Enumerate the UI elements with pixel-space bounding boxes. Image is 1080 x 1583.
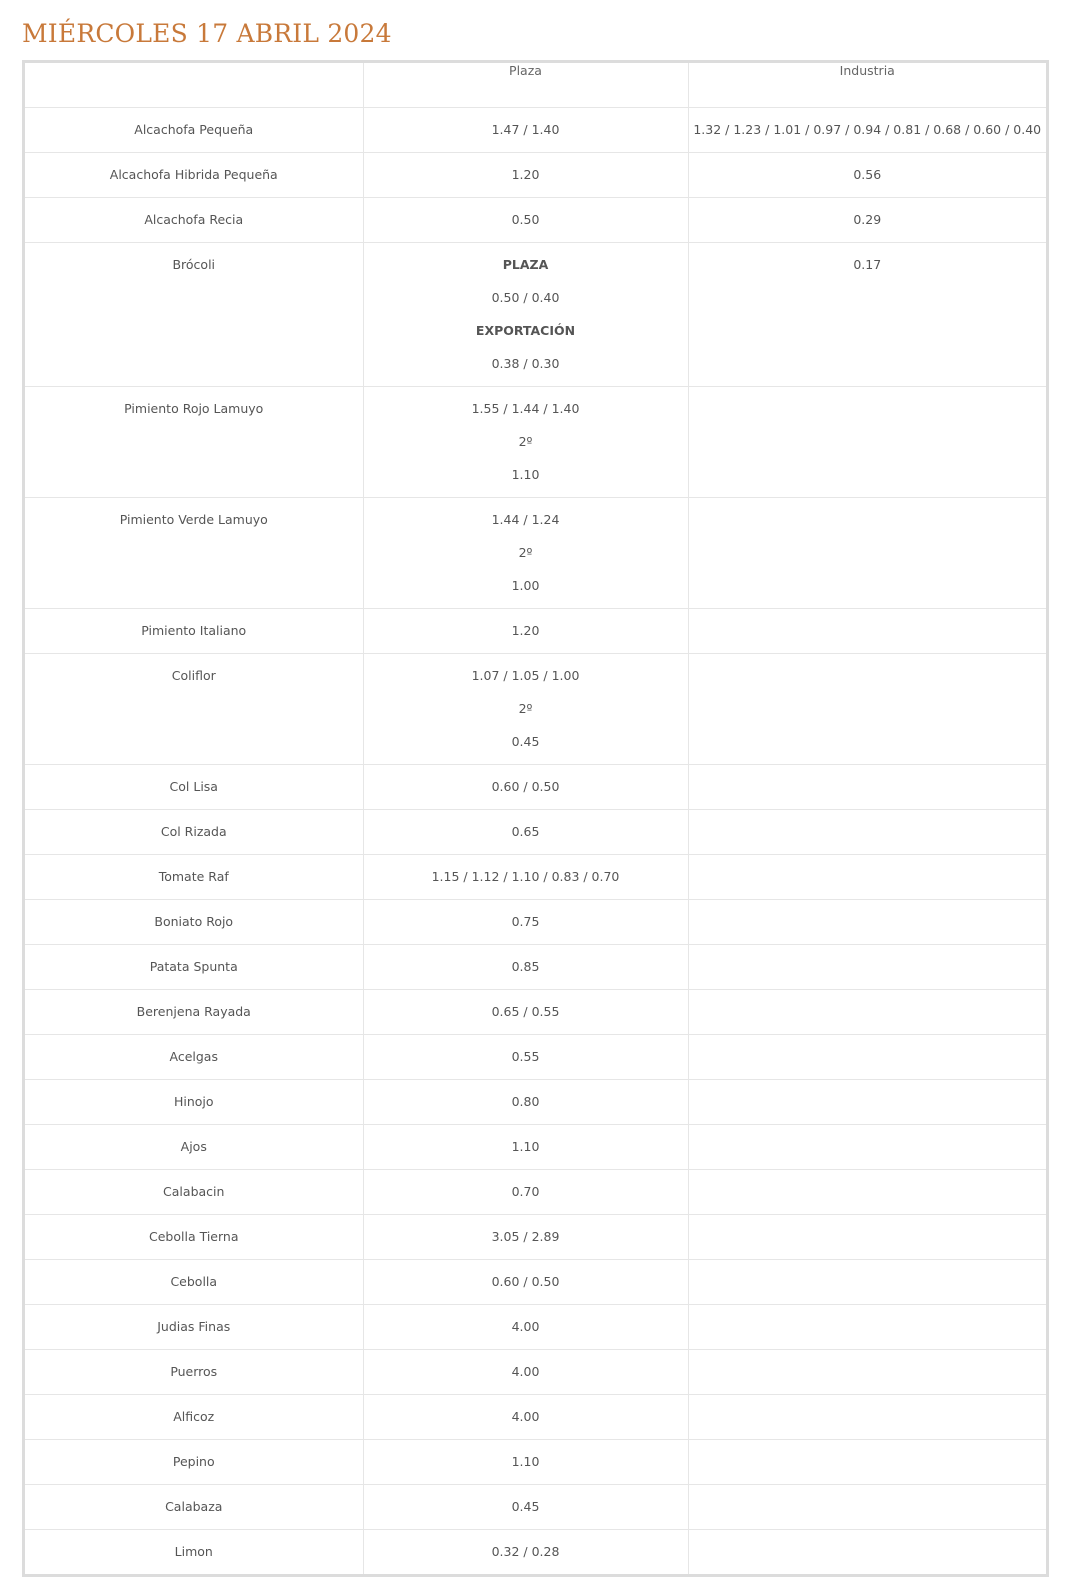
table-row xyxy=(25,945,1046,990)
product-name: Alcachofa Hibrida Pequeña xyxy=(109,167,278,182)
price-value: 0.17 xyxy=(853,257,882,272)
price-value: 0.55 xyxy=(511,1049,540,1064)
table-row xyxy=(25,498,1046,609)
plaza-price-cell xyxy=(363,1260,688,1305)
price-value: 0.32 / 0.28 xyxy=(491,1544,560,1559)
product-name-cell xyxy=(25,990,363,1035)
price-value: 4.00 xyxy=(511,1364,540,1379)
table-row xyxy=(25,900,1046,945)
plaza-price-cell xyxy=(363,1530,688,1575)
product-name-cell xyxy=(25,153,363,198)
price-value: 1.55 / 1.44 / 1.40 xyxy=(471,401,580,416)
industria-price-cell xyxy=(688,1260,1046,1305)
plaza-price-cell xyxy=(363,1440,688,1485)
plaza-price-cell xyxy=(363,810,688,855)
price-value: 1.10 xyxy=(511,467,540,482)
price-value: 0.65 xyxy=(511,824,540,839)
price-table-body xyxy=(25,108,1046,1575)
industria-price-cell xyxy=(688,990,1046,1035)
table-row xyxy=(25,198,1046,243)
price-value: 0.75 xyxy=(511,914,540,929)
product-name: Acelgas xyxy=(169,1049,218,1064)
price-value: 0.60 / 0.50 xyxy=(491,779,560,794)
product-name-cell xyxy=(25,1485,363,1530)
plaza-price-cell xyxy=(363,1170,688,1215)
table-row xyxy=(25,1485,1046,1530)
table-row xyxy=(25,243,1046,387)
industria-price-cell xyxy=(688,1170,1046,1215)
price-value: 0.50 / 0.40 xyxy=(491,290,560,305)
plaza-price-cell xyxy=(363,108,688,153)
product-name: Col Lisa xyxy=(169,779,218,794)
table-header-row xyxy=(25,63,1046,108)
product-name-cell xyxy=(25,498,363,609)
product-name-cell xyxy=(25,855,363,900)
plaza-price-cell xyxy=(363,1215,688,1260)
plaza-price-cell xyxy=(363,765,688,810)
product-name: Pepino xyxy=(172,1454,215,1469)
product-name: Berenjena Rayada xyxy=(136,1004,251,1019)
price-value: 0.65 / 0.55 xyxy=(491,1004,560,1019)
product-name: Pimiento Verde Lamuyo xyxy=(119,512,268,527)
industria-price-cell xyxy=(688,1350,1046,1395)
industria-price-cell xyxy=(688,1215,1046,1260)
table-row xyxy=(25,1305,1046,1350)
product-name: Patata Spunta xyxy=(149,959,238,974)
industria-price-cell xyxy=(688,900,1046,945)
product-name-cell xyxy=(25,1530,363,1575)
product-name: Tomate Raf xyxy=(158,869,229,884)
table-row xyxy=(25,1035,1046,1080)
product-name: Alcachofa Recia xyxy=(144,212,244,227)
price-value: 1.20 xyxy=(511,623,540,638)
plaza-price-cell xyxy=(363,1080,688,1125)
price-value: 0.70 xyxy=(511,1184,540,1199)
plaza-price-cell xyxy=(363,945,688,990)
price-value: 0.45 xyxy=(511,1499,540,1514)
industria-price-cell xyxy=(688,1125,1046,1170)
price-value: 1.47 / 1.40 xyxy=(491,122,560,137)
product-name: Pimiento Italiano xyxy=(141,623,247,638)
product-name-cell xyxy=(25,1260,363,1305)
table-row xyxy=(25,1440,1046,1485)
industria-price-cell xyxy=(688,855,1046,900)
price-value: 4.00 xyxy=(511,1409,540,1424)
industria-price-cell xyxy=(688,609,1046,654)
industria-price-cell xyxy=(688,387,1046,498)
table-row xyxy=(25,108,1046,153)
product-name-cell xyxy=(25,765,363,810)
product-name: Cebolla xyxy=(170,1274,218,1289)
product-name: Boniato Rojo xyxy=(154,914,234,929)
price-value: 1.00 xyxy=(511,578,540,593)
table-row xyxy=(25,1530,1046,1575)
product-name-cell xyxy=(25,810,363,855)
plaza-price-cell xyxy=(363,1485,688,1530)
industria-price-cell xyxy=(688,198,1046,243)
table-row xyxy=(25,765,1046,810)
price-value: 0.85 xyxy=(511,959,540,974)
product-name: Hinojo xyxy=(173,1094,214,1109)
product-name-cell xyxy=(25,243,363,387)
table-row xyxy=(25,654,1046,765)
table-row xyxy=(25,810,1046,855)
price-table-frame xyxy=(22,60,1049,1577)
product-name-cell xyxy=(25,1215,363,1260)
plaza-price-cell xyxy=(363,654,688,765)
product-name: Ajos xyxy=(180,1139,207,1154)
plaza-price-cell xyxy=(363,198,688,243)
product-name: Limon xyxy=(174,1544,213,1559)
product-name: Puerros xyxy=(170,1364,218,1379)
industria-price-cell xyxy=(688,1395,1046,1440)
product-name: Col Rizada xyxy=(160,824,227,839)
industria-price-cell xyxy=(688,1485,1046,1530)
table-row xyxy=(25,1080,1046,1125)
product-name: Cebolla Tierna xyxy=(149,1229,239,1244)
product-name: Alcachofa Pequeña xyxy=(134,122,254,137)
product-name-cell xyxy=(25,108,363,153)
industria-price-cell xyxy=(688,1530,1046,1575)
industria-price-cell xyxy=(688,243,1046,387)
price-value: 3.05 / 2.89 xyxy=(491,1229,560,1244)
plaza-price-cell xyxy=(363,609,688,654)
price-value: 2º xyxy=(518,545,533,560)
product-name-cell xyxy=(25,945,363,990)
product-name-cell xyxy=(25,654,363,765)
price-value: 0.60 / 0.50 xyxy=(491,1274,560,1289)
price-section-label: EXPORTACIÓN xyxy=(475,323,576,338)
product-name: Coliflor xyxy=(171,668,216,683)
header-product xyxy=(25,63,363,108)
table-row xyxy=(25,387,1046,498)
table-row xyxy=(25,609,1046,654)
product-name: Judias Finas xyxy=(157,1319,231,1334)
header-plaza: Plaza xyxy=(363,63,688,108)
page-title: MIÉRCOLES 17 ABRIL 2024 xyxy=(22,19,392,48)
plaza-price-cell xyxy=(363,153,688,198)
industria-price-cell xyxy=(688,1440,1046,1485)
plaza-price-cell xyxy=(363,1395,688,1440)
product-name-cell xyxy=(25,1305,363,1350)
product-name-cell xyxy=(25,1350,363,1395)
industria-price-cell xyxy=(688,765,1046,810)
product-name: Alficoz xyxy=(173,1409,215,1424)
product-name: Brócoli xyxy=(172,257,216,272)
product-name-cell xyxy=(25,1170,363,1215)
table-row xyxy=(25,855,1046,900)
price-value: 0.38 / 0.30 xyxy=(491,356,560,371)
price-section-label: PLAZA xyxy=(502,257,549,272)
plaza-price-cell xyxy=(363,387,688,498)
product-name: Calabacin xyxy=(163,1184,225,1199)
plaza-price-cell xyxy=(363,498,688,609)
industria-price-cell xyxy=(688,654,1046,765)
price-value: 2º xyxy=(518,701,533,716)
table-row xyxy=(25,1395,1046,1440)
table-row xyxy=(25,153,1046,198)
price-value: 1.44 / 1.24 xyxy=(491,512,560,527)
product-name-cell xyxy=(25,1395,363,1440)
plaza-price-cell xyxy=(363,1350,688,1395)
plaza-price-cell xyxy=(363,243,688,387)
product-name-cell xyxy=(25,900,363,945)
product-name-cell xyxy=(25,1080,363,1125)
price-value: 1.20 xyxy=(511,167,540,182)
product-name-cell xyxy=(25,387,363,498)
product-name-cell xyxy=(25,1440,363,1485)
industria-price-cell xyxy=(688,498,1046,609)
industria-price-cell xyxy=(688,1035,1046,1080)
price-value: 0.50 xyxy=(511,212,540,227)
table-row xyxy=(25,1125,1046,1170)
price-value: 1.10 xyxy=(511,1139,540,1154)
table-row xyxy=(25,1260,1046,1305)
header-industria: Industria xyxy=(688,63,1046,108)
price-value: 0.29 xyxy=(853,212,882,227)
plaza-price-cell xyxy=(363,1035,688,1080)
plaza-price-cell xyxy=(363,855,688,900)
table-row xyxy=(25,1350,1046,1395)
industria-price-cell xyxy=(688,945,1046,990)
price-table xyxy=(25,63,1046,1574)
product-name-cell xyxy=(25,1125,363,1170)
product-name-cell xyxy=(25,1035,363,1080)
product-name-cell xyxy=(25,198,363,243)
price-value: 2º xyxy=(518,434,533,449)
price-value: 1.15 / 1.12 / 1.10 / 0.83 / 0.70 xyxy=(431,869,620,884)
plaza-price-cell xyxy=(363,1305,688,1350)
price-value: 0.45 xyxy=(511,734,540,749)
industria-price-cell xyxy=(688,108,1046,153)
plaza-price-cell xyxy=(363,990,688,1035)
product-name: Calabaza xyxy=(165,1499,223,1514)
price-value: 4.00 xyxy=(511,1319,540,1334)
product-name-cell xyxy=(25,609,363,654)
industria-price-cell xyxy=(688,153,1046,198)
price-value: 1.32 / 1.23 / 1.01 / 0.97 / 0.94 / 0.81 / 0.68 / 0.60 / 0.40 xyxy=(693,122,1042,137)
plaza-price-cell xyxy=(363,900,688,945)
price-value: 0.56 xyxy=(853,167,882,182)
product-name: Pimiento Rojo Lamuyo xyxy=(124,401,264,416)
price-value: 1.07 / 1.05 / 1.00 xyxy=(471,668,580,683)
plaza-price-cell xyxy=(363,1125,688,1170)
table-row xyxy=(25,1170,1046,1215)
industria-price-cell xyxy=(688,1080,1046,1125)
table-row xyxy=(25,1215,1046,1260)
industria-price-cell xyxy=(688,1305,1046,1350)
price-value: 1.10 xyxy=(511,1454,540,1469)
price-value: 0.80 xyxy=(511,1094,540,1109)
table-row xyxy=(25,990,1046,1035)
industria-price-cell xyxy=(688,810,1046,855)
